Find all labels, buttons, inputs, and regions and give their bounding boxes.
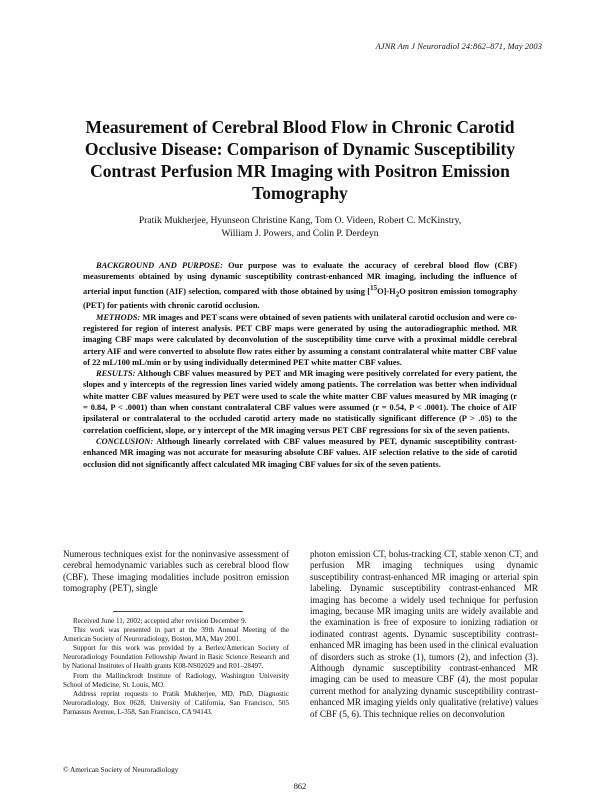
background-text-before: Our purpose was to evaluate the accuracy of cerebral blood flow (CBF) measurements obtained by using dynamic susceptibility contrast-enhanced MR imaging, including the influence of arterial input function (AIF) selection, compared with those obtained by using [ bbox=[83, 261, 517, 296]
methods-heading: METHODS: bbox=[96, 312, 141, 322]
body-left-column bbox=[63, 549, 289, 595]
footnote-support: Support for this work was provided by a Berlex/American Society of Neuroradiology Foundation Fellowship Award in Basic Science Research and by National Institutes of Health grants K08-NS02029 and R01–28497. bbox=[63, 644, 289, 671]
background-heading: BACKGROUND AND PURPOSE: bbox=[96, 261, 223, 270]
methods-text: MR images and PET scans were obtained of seven patients with unilateral carotid occlusion and were co-registered for region of interest analysis. PET CBF maps were generated by using the autoradiographic method. MR imaging CBF maps were calculated by deconvolution of the susceptibility time curve with a proximal middle cerebral artery AIF and were converted to absolute flow rates either by assuming a constant contralateral white matter CBF value of 22 mL/100 mL/min or by using individually determined PET white matter CBF values. bbox=[83, 312, 517, 367]
running-head: AJNR Am J Neuroradiol 24:862–871, May 2003 bbox=[375, 42, 542, 51]
abstract-methods bbox=[83, 312, 517, 368]
abstract-background bbox=[83, 260, 517, 312]
abstract bbox=[83, 260, 517, 470]
background-text-after: O]-H bbox=[377, 286, 396, 296]
footnote-received: Received June 11, 2002; accepted after revision December 9. bbox=[73, 617, 247, 625]
background-text-end: O positron emission tomography (PET) for patients with chronic carotid occlusion. bbox=[83, 286, 518, 311]
footnote-presented: This work was presented in part at the 39th Annual Meeting of the American Society of Neuroradiology, Boston, MA, May 2001. bbox=[63, 626, 289, 644]
background-superscript: 15 bbox=[370, 283, 378, 292]
author-list bbox=[60, 215, 540, 240]
authors-line-1: Pratik Mukherjee, Hyunseon Christine Kang, Tom O. Videen, Robert C. McKinstry, bbox=[138, 215, 462, 226]
article-title: Measurement of Cerebral Blood Flow in Chronic Carotid Occlusive Disease: Comparison of Dynamic Susceptibility Contrast Perfusion MR Imaging with Positron Emission Tomography bbox=[84, 117, 516, 203]
conclusion-text: Although linearly correlated with CBF values measured by PET, dynamic susceptibility contrast-enhanced MR imaging was not accurate for measuring absolute CBF values. AIF selection relative to the side of carotid occlusion did not significantly affect calculated MR imaging CBF values for six of the seven patients. bbox=[83, 436, 517, 469]
results-text: Although CBF values measured by PET and MR imaging were positively correlated for every patient, the slopes and y intercepts of the regression lines varied widely among patients. The correlation was better when individual white matter CBF values measured by PET were used to scale the white matter CBF values measured by MR imaging (r = 0.84, P < .0001) than when constant contralateral CBF values were assumed (r = 0.54, P < .0001). The choice of AIF ipsilateral or contralateral to the occluded carotid artery made no statistically significant difference (P > .05) to the correlation coefficient, slope, or y intercept of the MR imaging versus PET CBF regressions for six of the seven patients. bbox=[83, 369, 517, 435]
body-right-column bbox=[310, 549, 538, 720]
conclusion-heading: CONCLUSION: bbox=[96, 436, 154, 446]
results-heading: RESULTS: bbox=[96, 369, 136, 379]
authors-line-2: William J. Powers, and Colin P. Derdeyn bbox=[221, 227, 379, 239]
right-column-paragraph: photon emission CT, bolus-tracking CT, stable xenon CT, and perfusion MR imaging techniques using dynamic susceptibility contrast-enhanced MR imaging or arterial spin labeling. Dynamic susceptibility contrast-enhanced MR imaging has become a widely used technique for perfusion imaging, because MR imaging units are widely available and the examination is free of exposure to ionizing radiation or iodinated contrast agents. Dynamic susceptibility contrast-enhanced MR imaging has been used in the clinical evaluation of disorders such as stroke (1), tumors (2), and infection (3). Although dynamic susceptibility contrast-enhanced MR imaging can be used to measure CBF (4), the most popular current method for analyzing dynamic susceptibility contrast-enhanced MR imaging yields only qualitative (relative) values of CBF (5, 6). This technique relies on deconvolution bbox=[310, 549, 538, 719]
abstract-results bbox=[83, 368, 517, 436]
footnote-rule bbox=[113, 611, 243, 612]
footnotes bbox=[63, 617, 289, 717]
background-subscript: 2 bbox=[395, 290, 400, 299]
footnote-reprint: Address reprint requests to Pratik Mukherjee, MD, PhD, Diagnostic Neuroradiology, Box 0628, University of California, San Francisco, 505 Parnassus Avenue, L-358, San Francisco, CA 94143. bbox=[63, 689, 289, 716]
copyright-notice: © American Society of Neuroradiology bbox=[63, 765, 179, 774]
footnote-affiliation: From the Mallinckrodt Institute of Radiology, Washington University School of Medicine, St. Louis, MO. bbox=[63, 671, 289, 689]
page-number: 862 bbox=[293, 782, 307, 791]
abstract-conclusion bbox=[83, 436, 517, 470]
intro-paragraph: Numerous techniques exist for the noninvasive assessment of cerebral hemodynamic variables such as cerebral blood flow (CBF). These imaging modalities include positron emission tomography (PET), single bbox=[63, 549, 289, 594]
